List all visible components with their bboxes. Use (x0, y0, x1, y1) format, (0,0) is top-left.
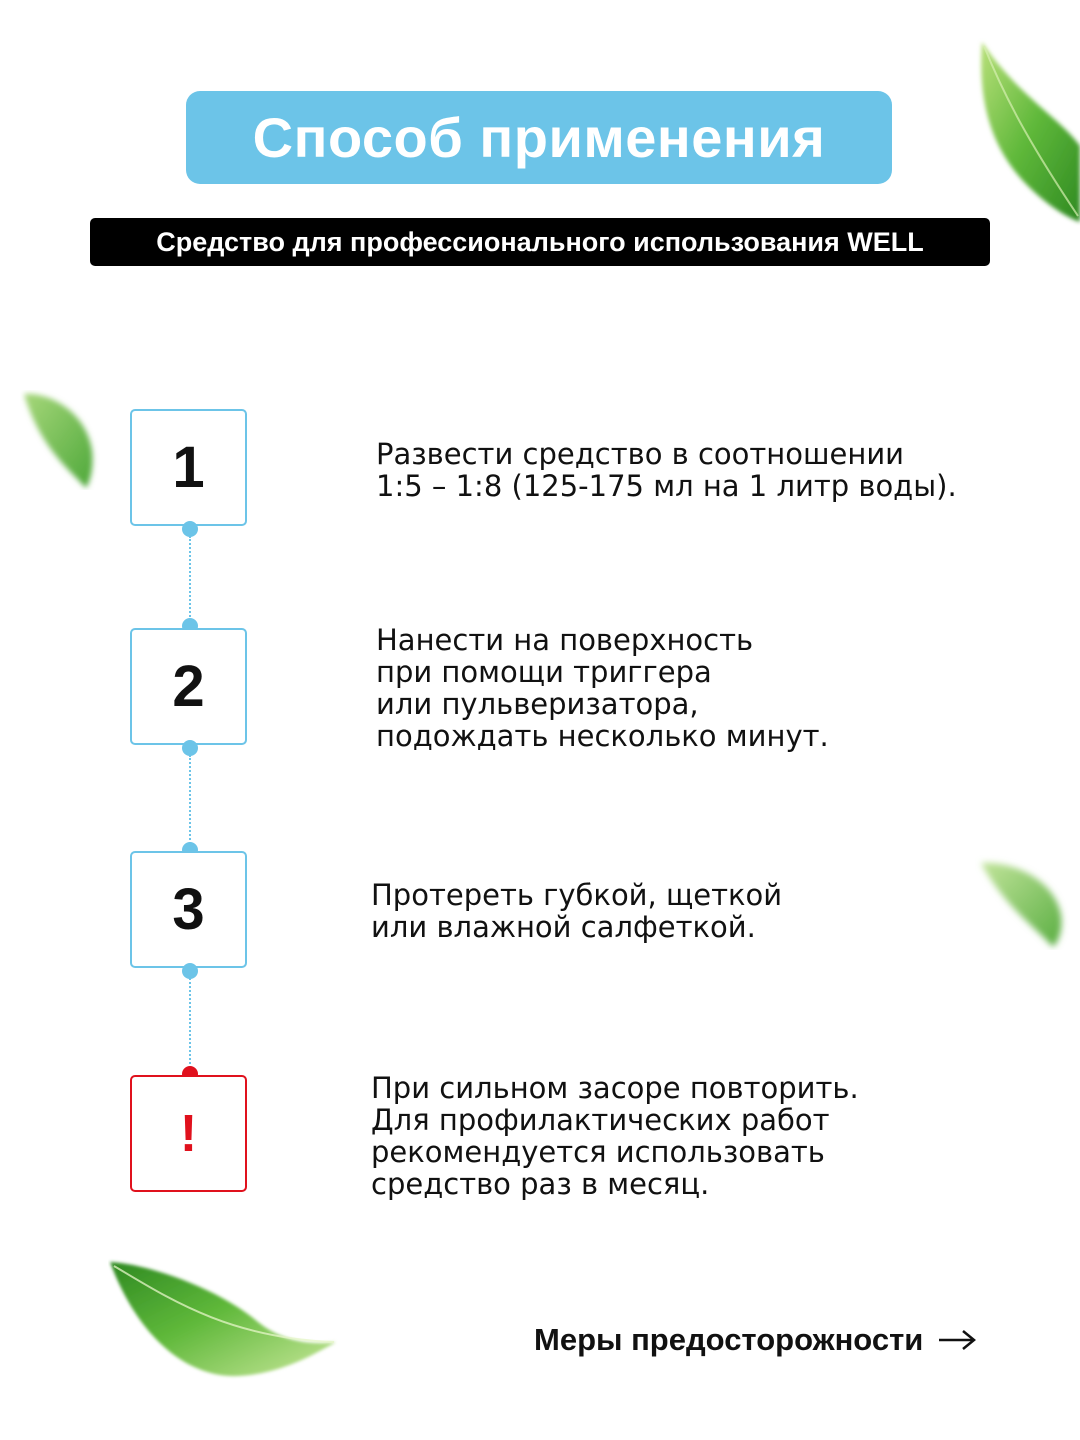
precautions-link-label: Меры предосторожности (534, 1322, 924, 1357)
warning-text: При сильном засоре повторить. Для профилактических работ рекомендуется использовать средство раз в месяц. (371, 1071, 859, 1201)
page-title: Способ применения (252, 106, 826, 169)
step-connector (189, 536, 191, 624)
precautions-link[interactable] (534, 1322, 977, 1358)
page-subtitle: Средство для профессионального использования WELL (156, 226, 924, 257)
step-3-text: Протереть губкой, щеткой или влажной салфеткой. (371, 878, 783, 944)
subtitle-bar (90, 218, 990, 266)
arrow-right-icon (937, 1328, 977, 1352)
leaf-left-icon (20, 390, 100, 490)
step-connector (189, 755, 191, 847)
leaf-right-middle-icon (975, 855, 1070, 950)
step-2-number: 2 (172, 654, 205, 719)
warning-box (130, 1075, 247, 1192)
step-3-number: 3 (172, 877, 205, 942)
leaf-top-right-icon (968, 36, 1080, 226)
step-3-bottom-dot (182, 963, 198, 979)
step-connector (189, 978, 191, 1072)
step-3-box (130, 851, 247, 968)
step-1-number: 1 (172, 435, 205, 500)
title-banner (186, 91, 892, 184)
step-1-text: Развести средство в соотношении 1:5 – 1:8 (125-175 мл на 1 литр воды). (376, 437, 957, 503)
step-2-bottom-dot (182, 740, 198, 756)
step-2-box (130, 628, 247, 745)
leaf-bottom-left-icon (108, 1258, 338, 1380)
step-1-box (130, 409, 247, 526)
warning-exclamation-icon: ! (179, 1104, 198, 1163)
step-1-bottom-dot (182, 521, 198, 537)
step-2-text: Нанести на поверхность при помощи триггера или пульверизатора, подождать несколько минут. (376, 623, 829, 753)
